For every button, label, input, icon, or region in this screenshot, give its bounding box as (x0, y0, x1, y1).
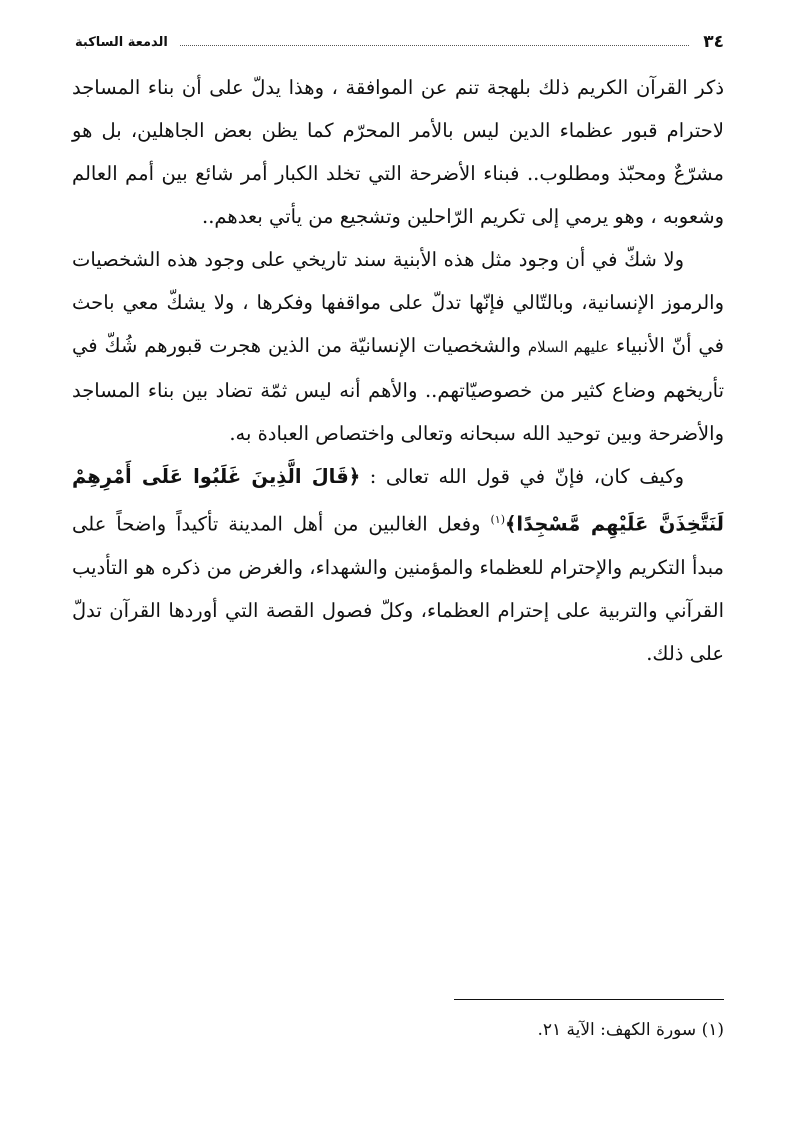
paragraph (72, 238, 724, 455)
paragraph: ذكر القرآن الكريم ذلك بلهجة تنم عن الموافقة ، وهذا يدلّ على أن بناء المساجد لاحترام قبور عظماء الدين ليس بالأمر المحرّم كما يظن بعض الجاهلين، بل هو مشرّعٌ ومحبّذ ومطلوب.. فبناء الأضرحة التي تخلد الكبار أمر شائع بين أمم العالم وشعوبه ، وهو يرمي إلى تكريم الرّاحلين وتشجيع من يأتي بعدهم.. (72, 76, 724, 228)
honorific-glyph: عليهم السلام (527, 338, 610, 356)
quran-verse: ﴿قَالَ الَّذِينَ غَلَبُوا عَلَى أَمْرِهِمْ لَنَتَّخِذَنَّ عَلَيْهِم مَّسْجِدًا﴾ (72, 465, 724, 536)
paragraph-text: ولا شكّ في أن وجود مثل هذه الأبنية سند تاريخي على وجود هذه الشخصيات والرموز الإنسانية، وبالتّالي فإنّها تدلّ على مواقفها وفكرها ، ولا يشكّ معي باحث في أنّ الأنبياء (72, 248, 724, 357)
paragraph-text: وفعل الغالبين من أهل المدينة تأكيداً واضحاً على مبدأ التكريم والإحترام للعظماء والمؤمنين والشهداء، والغرض من ذكره هو التأديب القرآني والتربية على إحترام العظماء، وكلّ فصول القصة التي أوردها القرآن تدلّ على ذلك. (72, 512, 724, 665)
page-number: ٣٤ (703, 32, 724, 52)
footnote-separator (454, 999, 724, 1000)
paragraph-text: وكيف كان، فإنّ في قول الله تعالى : (369, 465, 685, 488)
running-header (75, 30, 724, 54)
paragraph (72, 455, 724, 675)
paragraph-text: والشخصيات الإنسانيّة من الذين هجرت قبورهم شُكّ في تأريخهم وضاع كثير من خصوصيّاتهم.. والأهم أنه ليس ثمّة تضاد بين بناء المساجد والأضرحة وبين توحيد الله سبحانه وتعالى واختصاص العبادة به. (72, 334, 724, 445)
book-title: الدمعة الساكبة (75, 34, 168, 50)
footnote: (١) سورة الكهف: الآية ٢١. (537, 1020, 724, 1040)
main-text (72, 66, 724, 675)
header-dotted-leader (180, 45, 689, 46)
footnote-reference: (١) (490, 513, 505, 526)
